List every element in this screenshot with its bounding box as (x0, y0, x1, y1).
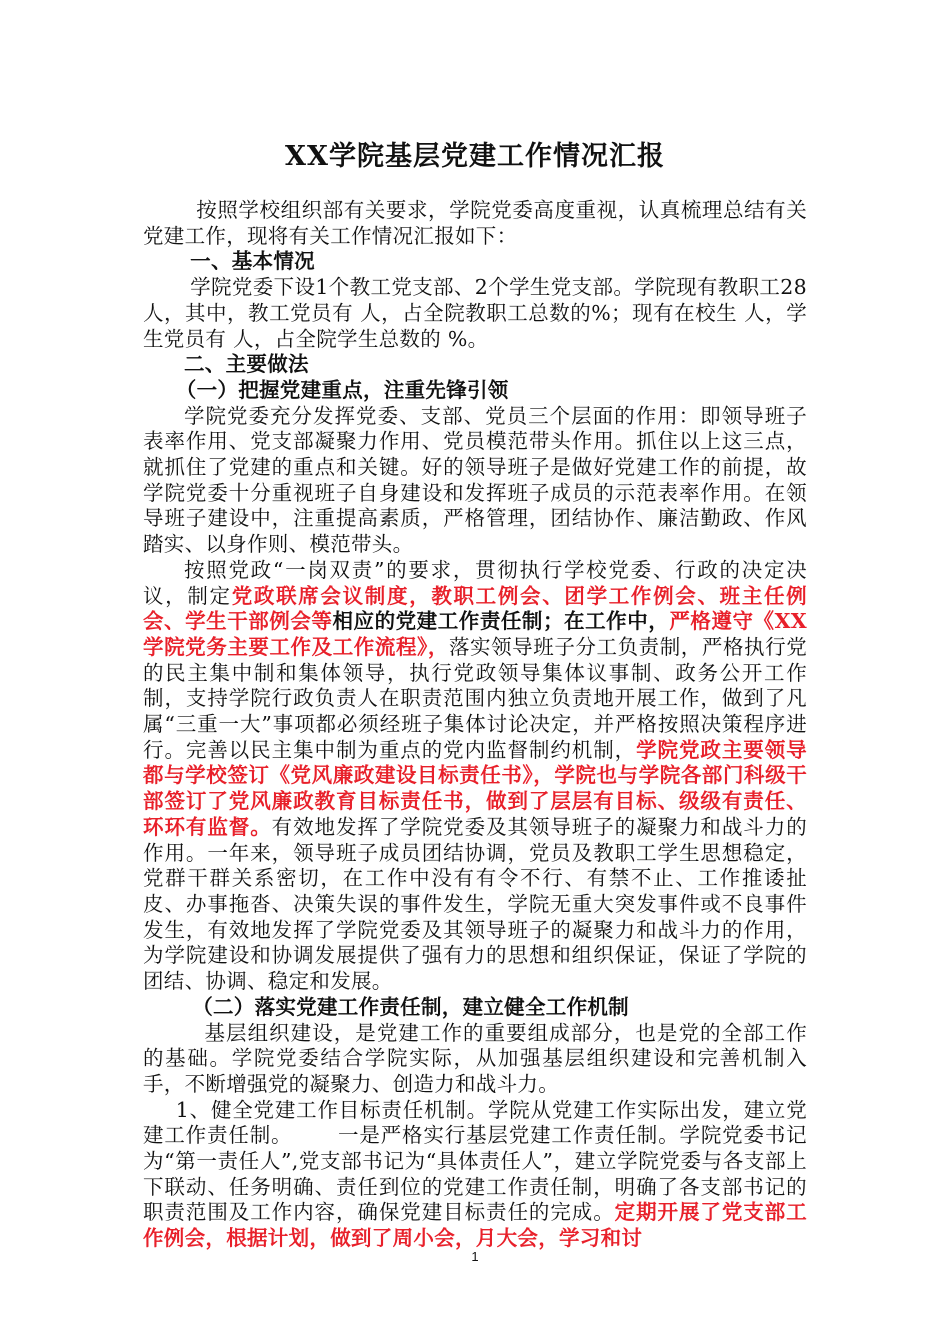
subsection2-paragraph1: 基层组织建设，是党建工作的重要组成部分，也是党的全部工作的基础。学院党委结合学院实际，从加强基层组织建设和完善机制入手，不断增强党的凝聚力、创造力和战斗力。 (143, 1020, 807, 1096)
subsection1-paragraph2 (143, 558, 807, 995)
subsection2-paragraph2 (143, 1098, 807, 1252)
subsection1-paragraph1: 学院党委充分发挥党委、支部、党员三个层面的作用：即领导班子表率作用、党支部凝聚力作用、党员模范带头作用。抓住以上这三点，就抓住了党建的重点和关键。好的领导班子是做好党建工作的前提，故学院党委十分重视班子自身建设和发挥班子成员的示范表率作用。在领导班子建设中，注重提高素质，严格管理，团结协作、廉洁勤政、作风踏实、以身作则、模范带头。 (143, 403, 807, 557)
p4-text-b: 一是严格实行基层党建工作责任制。学院党委书记为“第一责任人”,党支部书记为“具体责任人”，建立学院党委与各支部上下联动、任务明确、责任到位的党建工作责任制，明确了各支部书记的职责范围及工作内容，确保党建目标责任的完成。 (143, 1123, 807, 1225)
p4-red-meetings: 定期开展了党支部工作例会，根据计划，做到了周小会，月大会，学习和讨 (143, 1200, 807, 1251)
p2-text-e: 落实领导班子分工负责制，严格执行党的民主集中制和集体领导，执行党政领导集体议事制、政务公开工作制，支持学院行政负责人在职责范围内独立负责地开展工作，做到了凡属“三重一大”事项都必须经班子集体讨论决定，并严格按照决策程序进行。完善以民主集中制为重点的党内监督制约机制， (143, 634, 807, 762)
p2-red-responsibility: 学院党政主要领导都与学校签订《党风廉政建设目标责任书》，学院也与学院各部门科级干部签订了党风廉政教育目标责任书，做到了层层有目标、级级有责任、环环有监督。 (143, 737, 807, 839)
p2-text-a: 按照党政“一岗双责”的要求，贯彻执行学校党委、行政的决定决议，制定 (143, 557, 807, 608)
p4-text-a: 1、健全党建工作目标责任机制。学院从党建工作实际出发，建立党建工作责任制。 (143, 1097, 807, 1148)
page-number: 1 (471, 1249, 479, 1264)
section1-heading: 一、基本情况 (190, 249, 315, 274)
subsection2-heading: （二）落实党建工作责任制，建立健全工作机制 (192, 994, 629, 1019)
section2-heading: 二、主要做法 (184, 352, 309, 377)
p2-bold-text: 相应的党建工作责任制；在工作中， (332, 609, 670, 634)
document-body (143, 198, 807, 1252)
document-title: XX学院基层党建工作情况汇报 (285, 141, 665, 172)
subsection1-heading: （一）把握党建重点，注重先锋引领 (175, 377, 509, 402)
intro-paragraph: 按照学校组织部有关要求，学院党委高度重视，认真梳理总结有关党建工作，现将有关工作情况汇报如下： (143, 198, 807, 248)
p2-red-process: 严格遵守《XX学院党务主要工作及工作流程》， (143, 609, 807, 659)
section1-paragraph: 学院党委下设1个教工党支部、2个学生党支部。学院现有教职工28人，其中，教工党员有 人，占全院教职工总数的%；现有在校生 人，学生党员有 人，占全院学生总数的 %。 (143, 275, 807, 351)
p2-red-systems: 党政联席会议制度，教职工例会、团学工作例会、班主任例会、学生干部例会等 (143, 583, 807, 634)
p2-text-g: 有效地发挥了学院党委及其领导班子的凝聚力和战斗力的作用。一年来，领导班子成员团结协调，党员及教职工学生思想稳定，党群干群关系密切，在工作中没有有令不行、有禁不止、工作推诿扯皮、办事拖沓、决策失误的事件发生，学院无重大突发事件或不良事件发生，有效地发挥了学院党委及其领导班子的凝聚力和战斗力的作用，为学院建设和协调发展提供了强有力的思想和组织保证，保证了学院的团结、协调、稳定和发展。 (143, 814, 807, 994)
